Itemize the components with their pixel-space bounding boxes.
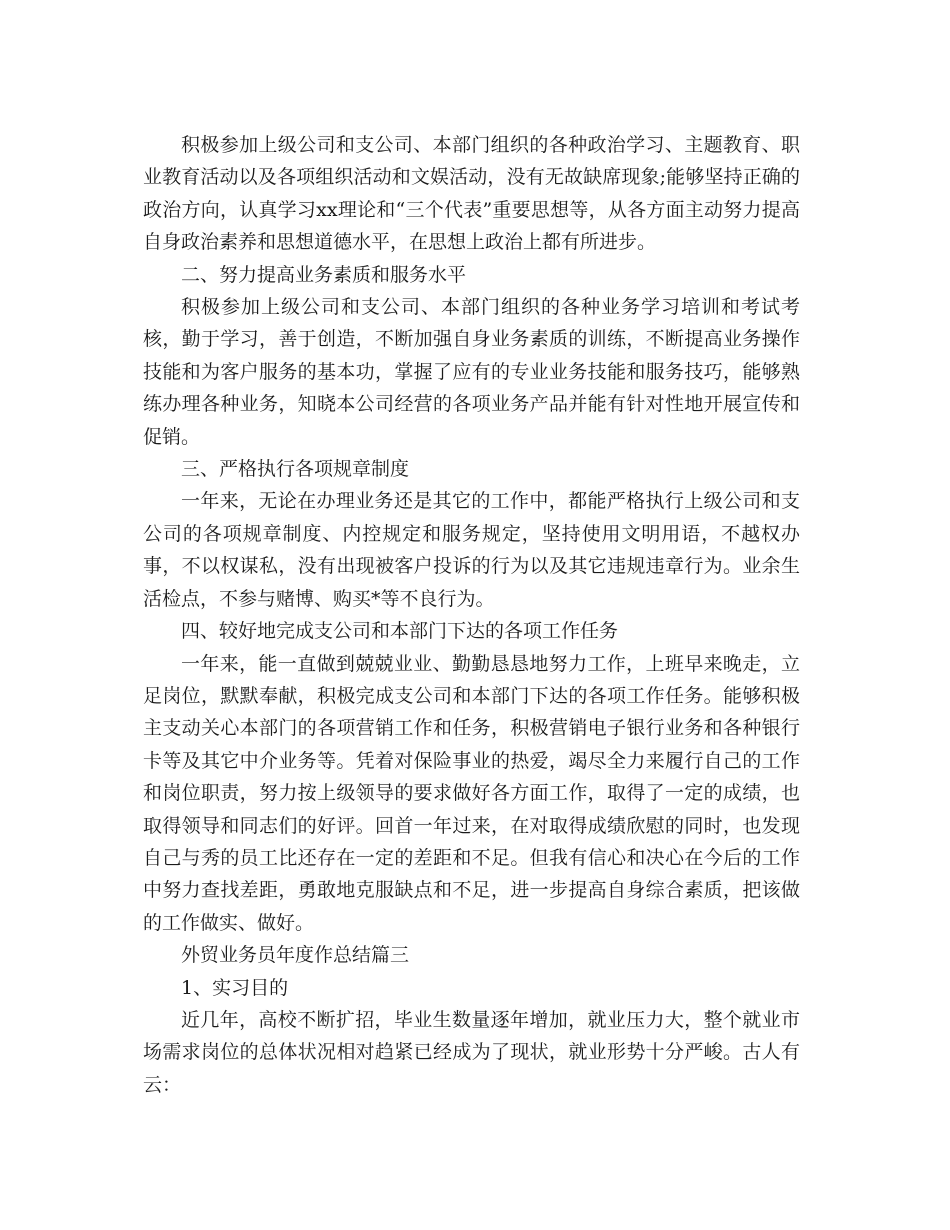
body-paragraph-2: 积极参加上级公司和支公司、本部门组织的各种业务学习培训和考试考核，勤于学习，善于创造，不断加强自身业务素质的训练，不断提高业务操作技能和为客户服务的基本功，掌握了应有的专业业务技能和服务技巧，能够熟练办理各种业务，知晓本公司经营的各项业务产品并能有针对性地开展宣传和促销。 <box>143 296 800 448</box>
body-paragraph-4: 一年来，能一直做到兢兢业业、勤勤恳恳地努力工作，上班早来晚走，立足岗位，默默奉献，积极完成支公司和本部门下达的各项工作任务。能够积极主支动关心本部门的各项营销工作和任务，积极营销电子银行业务和各种银行卡等及其它中介业务等。凭着对保险事业的热爱，竭尽全力来履行自己的工作和岗位职责，努力按上级领导的要求做好各方面工作，取得了一定的成绩，也取得领导和同志们的好评。回首一年过来，在对取得成绩欣慰的同时，也发现自己与秀的员工比还存在一定的差距和不足。但我有信心和决心在今后的工作中努力查找差距，勇敢地克服缺点和不足，进一步提高自身综合素质，把该做的工作做实、做好。 <box>143 652 800 934</box>
body-paragraph-3: 一年来，无论在办理业务还是其它的工作中，都能严格执行上级公司和支公司的各项规章制度、内控规定和服务规定，坚持使用文明用语，不越权办事，不以权谋私，没有出现被客户投诉的行为以及其它违规违章行为。业余生活检点，不参与赌博、购买*等不良行为。 <box>143 490 800 610</box>
subsection-heading-1: 1、实习目的 <box>181 976 289 999</box>
section-heading-2: 二、努力提高业务素质和服务水平 <box>181 263 467 286</box>
body-paragraph-1: 积极参加上级公司和支公司、本部门组织的各种政治学习、主题教育、职业教育活动以及各项组织活动和文娱活动，没有无故缺席现象;能够坚持正确的政治方向，认真学习xx理论和“三个代表”重要思想等，从各方面主动努力提高自身政治素养和思想道德水平，在思想上政治上都有所进步。 <box>143 134 800 254</box>
body-paragraph-5: 近几年，高校不断扩招，毕业生数量逐年增加，就业压力大，整个就业市场需求岗位的总体状况相对趋紧已经成为了现状，就业形势十分严峻。古人有云： <box>143 1008 800 1096</box>
section-heading-4: 四、较好地完成支公司和本部门下达的各项工作任务 <box>181 620 619 643</box>
section-heading-3: 三、严格执行各项规章制度 <box>181 458 410 481</box>
article-title: 外贸业务员年度作总结篇三 <box>181 944 410 967</box>
